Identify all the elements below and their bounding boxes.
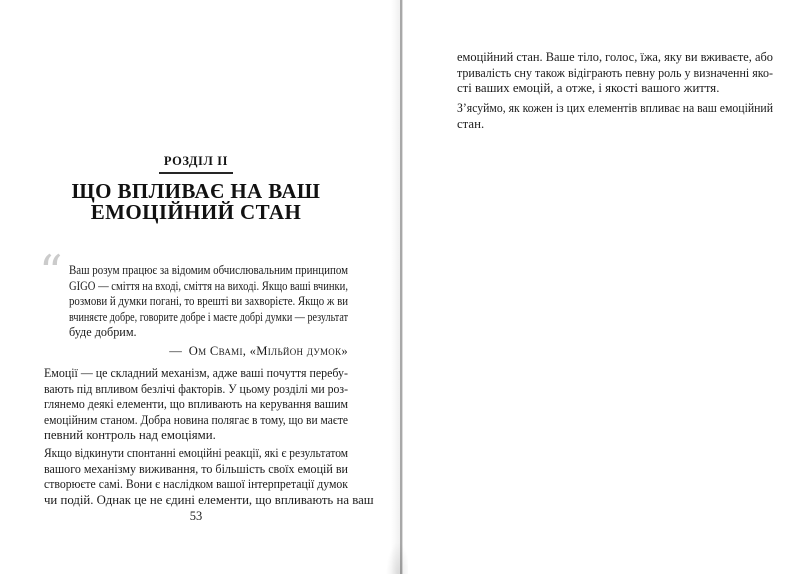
text-line: емоційним станом. Добра новина полягає в тому, що ви маєте [44,412,348,427]
spine-bottom-shadow [386,542,408,574]
body-paragraph [457,50,773,97]
text-line: емоційний стан. Ваше тіло, голос, їжа, яку ви вживаєте, або [457,50,773,64]
text-line: буде добрим. [69,325,137,340]
epigraph-block [39,245,348,359]
text-line: вчиняєте добре, говорите добре і маєте добрі думки — результат [69,309,348,324]
spine-shadow [391,0,400,574]
text-line: чи подій. Однак це не єдині елементи, що впливають на ваш [44,492,374,507]
text-line: Якщо відкинути спонтанні емоційні реакції, які є результатом [44,446,348,460]
right-page [457,0,773,574]
chapter-title-line-1: ЩО ВПЛИВАЄ НА ВАШ [71,179,321,203]
page-number: 53 [189,509,203,523]
body-paragraph [44,366,348,444]
chapter-heading [44,152,348,174]
text-line: глянемо деякі елементи, що впливають на керування вашим [44,397,348,412]
text-line: стан. [457,116,485,131]
text-line: вають під впливом безлічі факторів. У цьому розділі ми роз- [44,381,348,396]
body-paragraph [457,101,773,132]
text-line: тривалість сну також відіграють певну роль у визначенні яко- [457,65,773,80]
quote-icon: “ [39,245,63,299]
left-page [39,0,374,574]
chapter-label: РОЗДІЛ II [159,154,233,174]
text-line: З’ясуймо, як кожен із цих елементів впливає на ваш емоційний [457,101,773,115]
text-line: певний контроль над емоціями. [44,428,216,443]
text-line: створюєте самі. Вони є наслідком вашої інтерпретації думок [44,477,348,492]
text-line: Ваш розум працює за відомим обчислювальним принципом [69,263,348,277]
quote-attribution: — Ом Свамі, «Мільйон думок» [169,343,348,358]
text-line: сті ваших емоцій, а отже, і якості вашого життя. [457,81,720,96]
text-line: GIGO — сміття на вході, сміття на виході. Якщо ваші вчинки, [69,278,348,293]
text-line: вашого механізму виживання, то більшість своїх емоцій ви [44,461,348,476]
text-line: розмови й думки погані, то врешті ви захворієте. Якщо ж ви [69,294,348,309]
page-edge-highlight [402,0,403,574]
text-line: Емоції — це складний механізм, адже ваші почуття перебу- [44,366,348,380]
chapter-title [44,181,348,222]
body-paragraph [44,446,374,508]
quote-text [69,263,348,341]
chapter-title-line-2: ЕМОЦІЙНИЙ СТАН [90,199,302,224]
